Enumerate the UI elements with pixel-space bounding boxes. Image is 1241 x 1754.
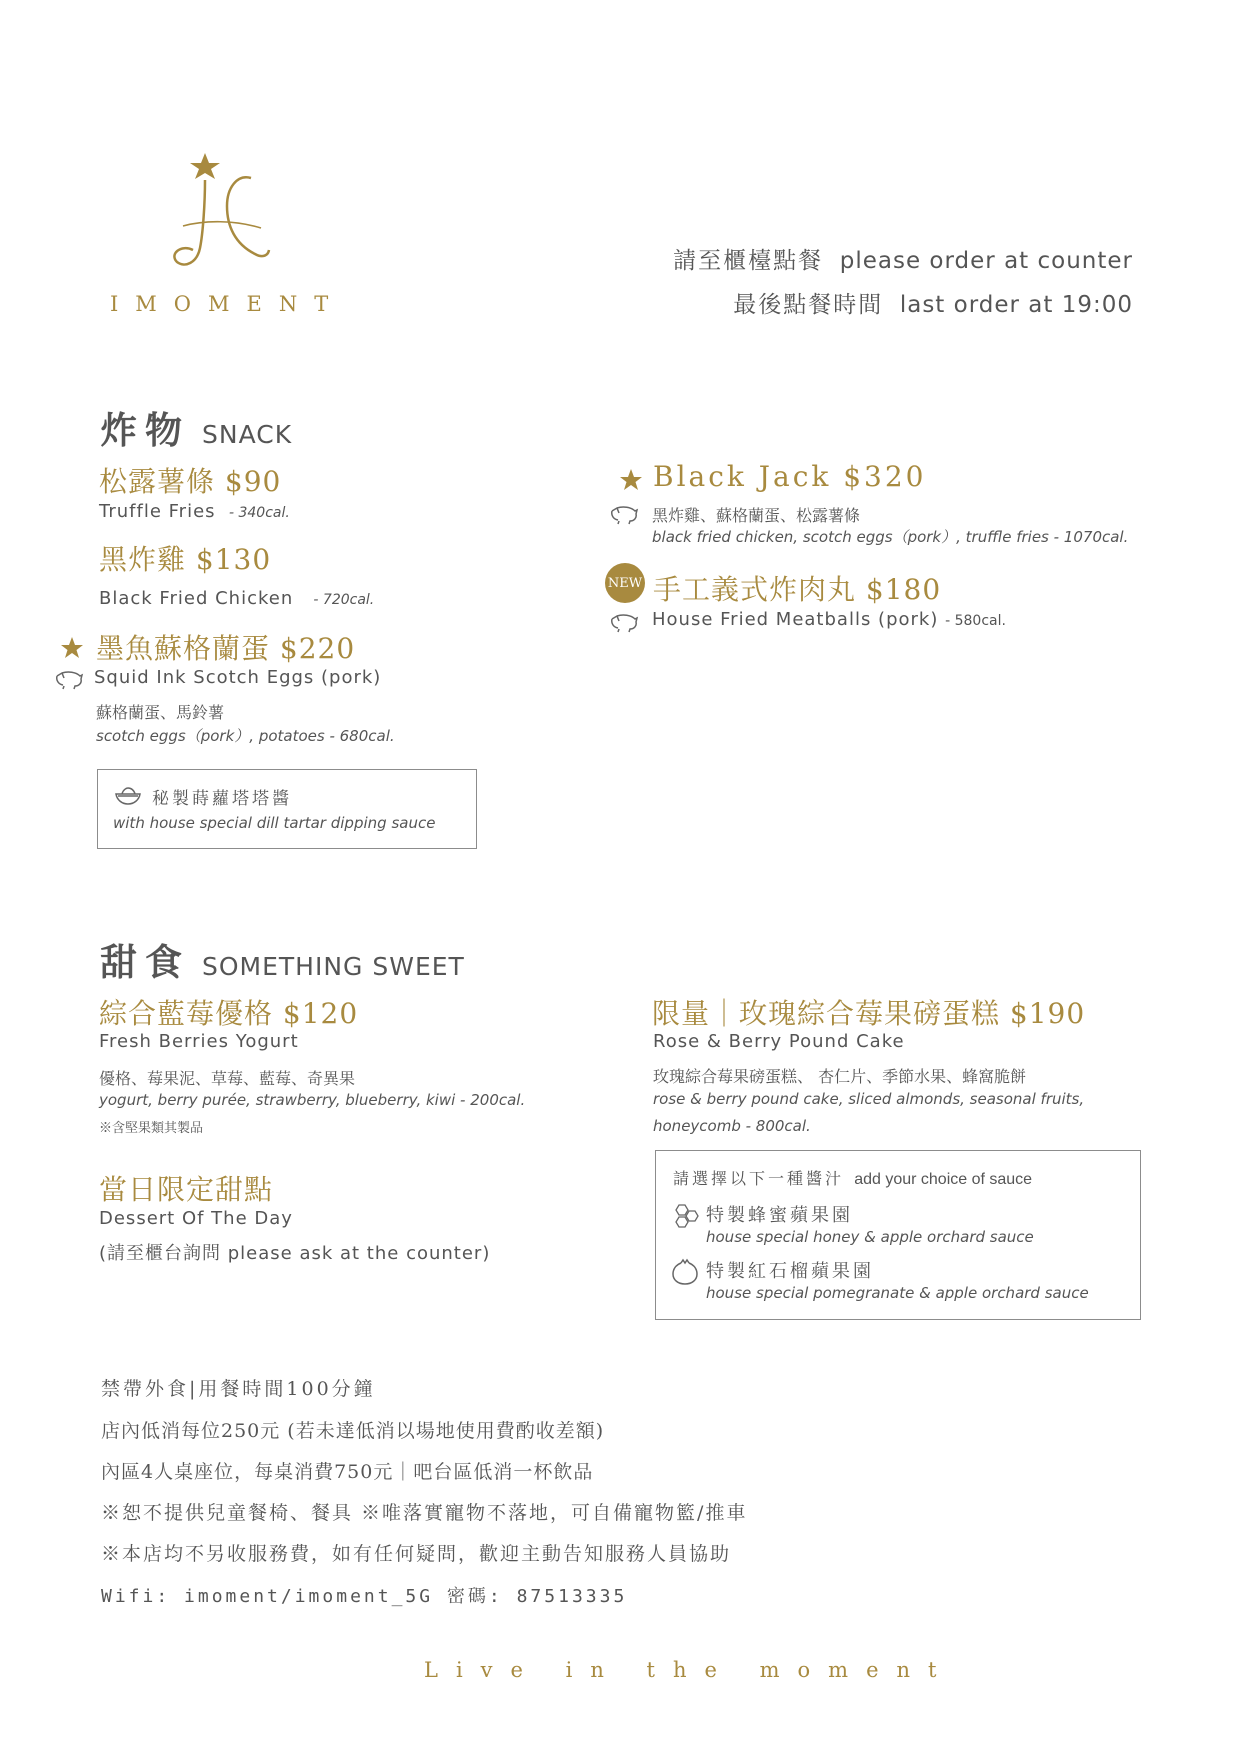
item-title: 當日限定甜點	[99, 1173, 274, 1206]
item-desc-zh: 優格、莓果泥、草莓、藍莓、奇異果	[99, 1069, 356, 1088]
item-title: 黑炸雞 $130	[99, 543, 272, 576]
sauce-bowl-icon	[114, 786, 142, 806]
note-line: 禁帶外食|用餐時間100分鐘	[101, 1378, 376, 1400]
note-line: 店內低消每位250元 (若未達低消以場地使用費酌收差額)	[101, 1420, 605, 1442]
pig-icon	[54, 670, 84, 690]
wifi-info: Wifi: imoment/imoment_5G 密碼: 87513335	[101, 1586, 628, 1607]
item-note: (請至櫃台詢問 please ask at the counter)	[99, 1243, 491, 1264]
sauce-option-zh: 特製蜂蜜蘋果園	[706, 1205, 853, 1226]
sauce-option-en: house special honey & apple orchard sauce	[706, 1228, 1034, 1246]
item-en: House Fried Meatballs (pork) - 580cal.	[652, 609, 1006, 630]
item-en: Black Fried Chicken - 720cal.	[99, 588, 375, 609]
note-line: ※本店均不另收服務費，如有任何疑問，歡迎主動告知服務人員協助	[101, 1543, 732, 1565]
item-title: 限量｜玫瑰綜合莓果磅蛋糕 $190	[652, 997, 1086, 1030]
item-desc-en: rose & berry pound cake, sliced almonds, seasonal fruits,	[653, 1090, 1085, 1108]
item-title: 墨魚蘇格蘭蛋 $220	[96, 632, 356, 665]
pig-icon	[609, 613, 639, 633]
item-en: Fresh Berries Yogurt	[99, 1031, 299, 1052]
item-desc-zh: 黑炸雞、蘇格蘭蛋、松露薯條	[652, 506, 861, 525]
tagline: Live in the moment	[424, 1658, 955, 1682]
item-en: Rose & Berry Pound Cake	[653, 1031, 905, 1052]
item-title: 綜合藍莓優格 $120	[99, 997, 359, 1030]
pomegranate-icon	[671, 1258, 699, 1286]
note-line: ※恕不提供兒童餐椅、餐具 ※唯落實寵物不落地，可自備寵物籃/推車	[101, 1502, 748, 1524]
item-note: ※含堅果類其製品	[99, 1121, 204, 1136]
tartar-sauce-box	[97, 769, 477, 849]
imoment-logo	[165, 148, 275, 278]
item-en: Dessert Of The Day	[99, 1208, 293, 1229]
item-title: Black Jack $320	[653, 460, 927, 493]
star-icon	[619, 468, 643, 492]
sweet-heading: 甜食 SOMETHING SWEET	[100, 940, 465, 984]
sauce-zh: 秘製蒔蘿塔塔醬	[152, 789, 292, 809]
order-info: 請至櫃檯點餐 please order at counter	[673, 248, 1133, 274]
snack-heading: 炸物 SNACK	[100, 408, 293, 452]
sauce-option-en: house special pomegranate & apple orchard sauce	[706, 1284, 1089, 1302]
last-order-info: 最後點餐時間 last order at 19:00	[733, 292, 1133, 318]
item-title: 手工義式炸肉丸 $180	[653, 573, 942, 606]
honeycomb-icon	[670, 1202, 700, 1232]
item-desc-en: scotch eggs（pork）, potatoes - 680cal.	[96, 727, 395, 745]
item-desc-en: yogurt, berry purée, strawberry, blueberry, kiwi - 200cal.	[99, 1091, 526, 1109]
item-title: 松露薯條 $90	[99, 465, 282, 498]
brand-name: IMOMENT	[110, 292, 346, 316]
pig-icon	[609, 505, 639, 525]
sauce-en: with house special dill tartar dipping sauce	[113, 814, 436, 832]
item-en: Squid Ink Scotch Eggs (pork)	[94, 667, 382, 688]
sauce-choice-box	[655, 1150, 1141, 1320]
sauce-choice-head: 請選擇以下一種醬汁 add your choice of sauce	[673, 1169, 1033, 1188]
sauce-option-zh: 特製紅石榴蘋果園	[706, 1261, 874, 1282]
item-desc-zh: 蘇格蘭蛋、馬鈴薯	[96, 703, 225, 722]
item-en: Truffle Fries - 340cal.	[99, 501, 290, 522]
note-line: 內區4人桌座位，每桌消費750元｜吧台區低消一杯飲品	[101, 1461, 594, 1483]
item-desc-zh: 玫瑰綜合莓果磅蛋糕、 杏仁片、季節水果、蜂窩脆餅	[653, 1067, 1027, 1086]
item-desc-en: black fried chicken, scotch eggs（pork）, truffle fries - 1070cal.	[652, 528, 1129, 546]
new-badge: NEW	[605, 563, 645, 603]
item-desc-en: honeycomb - 800cal.	[653, 1117, 811, 1135]
star-icon	[60, 636, 84, 660]
